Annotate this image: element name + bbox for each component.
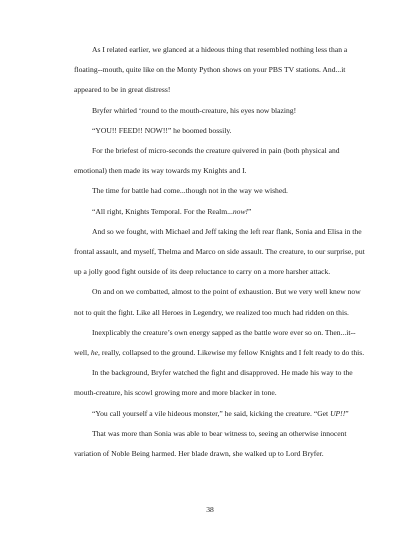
paragraph-12 (74, 424, 364, 464)
text-line: As I related earlier, we glanced at a hideous thing that resembled nothing less than a (92, 45, 348, 54)
text-line: Inexplicably the creature’s own energy sapped as the battle wore ever so on. Then...it-- (92, 327, 356, 337)
text-line: appeared to be in great distress! (74, 85, 171, 95)
text-line: variation of Noble Being harmed. Her blade drawn, she walked up to Lord Bryfer. (74, 448, 324, 458)
paragraph-5 (74, 181, 364, 201)
paragraph-2 (74, 101, 364, 121)
text-line: The time for battle had come...though not in the way we wished. (92, 186, 288, 196)
text-line: That was more than Sonia was able to bear witness to, seeing an otherwise innocent (92, 428, 347, 438)
paragraph-1 (74, 40, 364, 101)
paragraph-3 (74, 121, 364, 141)
page-number: 38 (206, 505, 214, 514)
text-line: mouth-creature, his scowl growing more and more blacker in tone. (74, 388, 277, 398)
paragraph-7 (74, 222, 364, 283)
paragraph-11 (74, 404, 364, 424)
text-line: up a jolly good fight outside of its deep reluctance to carry on a more harsher attack. (74, 267, 331, 277)
text-line: floating--mouth, quite like on the Monty Python shows on your PBS TV stations. And...it (74, 65, 346, 75)
paragraph-9 (74, 323, 364, 363)
text-line: “YOU!! FEED!! NOW!!” he boomed bossily. (92, 125, 232, 135)
text-line: emotional) then made its way towards my Knights and I. (74, 166, 247, 176)
paragraph-8 (74, 282, 364, 322)
text-line: For the briefest of micro-seconds the creature quivered in pain (both physical and (92, 146, 340, 155)
text-line: In the background, Bryfer watched the fight and disapproved. He made his way to the (92, 368, 353, 378)
text-line: “You call yourself a vile hideous monster,” he said, kicking the creature. “Get UP!!” (92, 408, 349, 418)
paragraph-4 (74, 141, 364, 181)
text-line: And so we fought, with Michael and Jeff taking the left rear flank, Sonia and Elisa in the (92, 226, 362, 236)
text-line: not to quit the fight. Like all Heroes in Legendry, we realized too much had ridden on this. (74, 307, 349, 317)
text-line: frontal assault, and myself, Thelma and Marco on side assault. The creature, to our surprise, put (74, 246, 365, 256)
paragraph-6 (74, 202, 364, 222)
text-line: well, he, really, collapsed to the ground. Likewise my fellow Knights and I felt ready to do this. (74, 347, 365, 357)
text-line: Bryfer whirled ‘round to the mouth-creature, his eyes now blazing! (92, 105, 297, 115)
text-line: On and on we combatted, almost to the point of exhaustion. But we very well knew now (92, 287, 361, 297)
paragraph-10 (74, 363, 364, 403)
text-line: “All right, Knights Temporal. For the Realm...now!” (92, 206, 252, 216)
